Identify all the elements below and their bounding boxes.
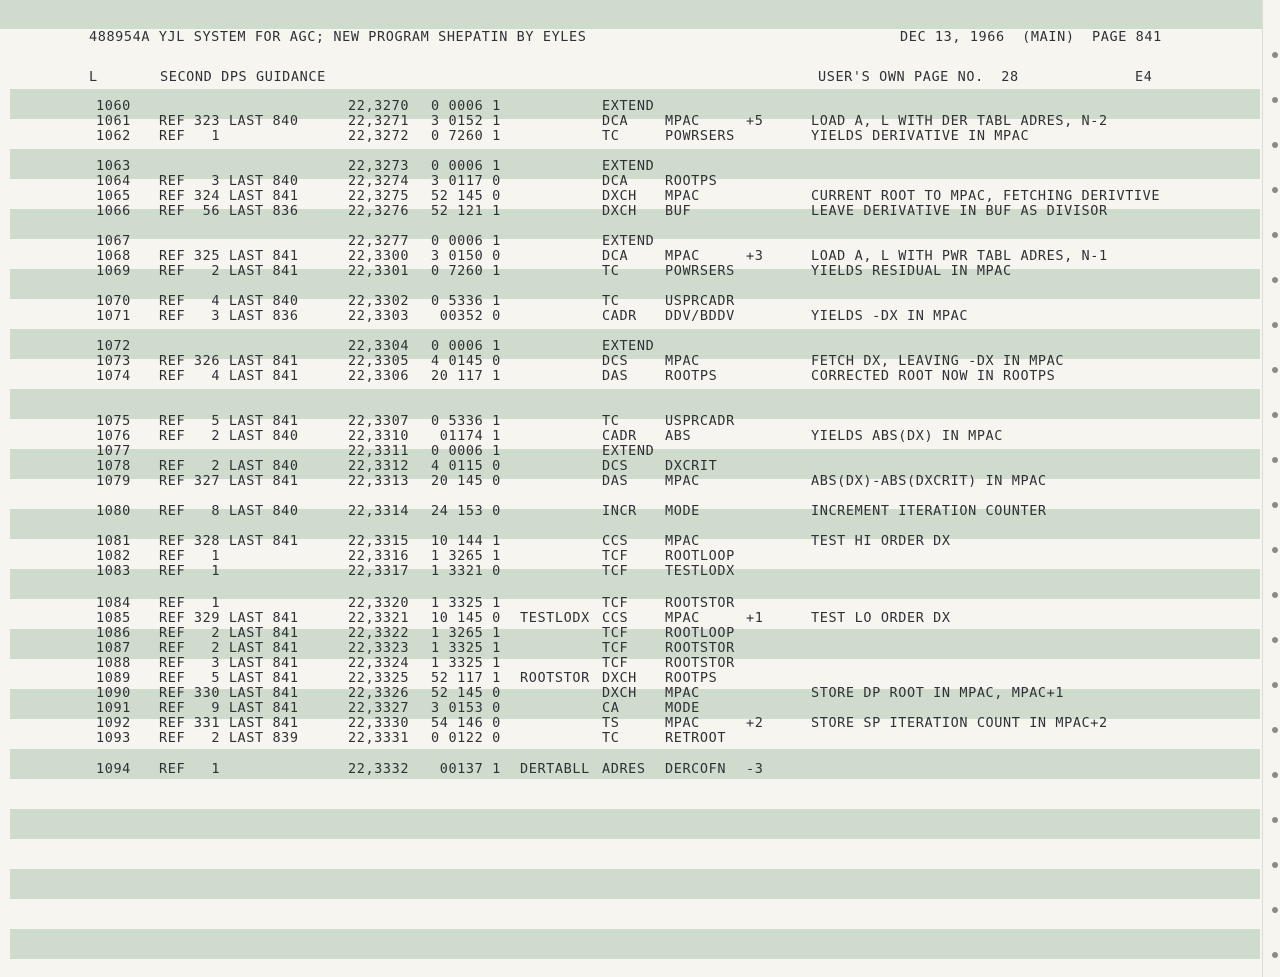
address-field: 22,3317 [348,563,410,579]
operand-field: ROOTSTOR [665,595,735,611]
opcode-field: TCF [602,640,629,656]
modifier-field: -3 [746,761,764,777]
line-number: 1084 [96,595,131,611]
opcode-field: EXTEND [602,98,655,114]
tractor-feed-edge [1262,0,1263,977]
octal-word: 1 3321 0 [431,563,501,579]
opcode-field: TC [602,730,620,746]
operand-field: RETROOT [665,730,727,746]
green-bar-band [10,809,1260,839]
comment-field: LOAD A, L WITH PWR TABL ADRES, N-1 [811,248,1108,264]
opcode-field: DAS [602,473,629,489]
address-field: 22,3324 [348,655,410,671]
opcode-field: DXCH [602,685,637,701]
address-field: 22,3315 [348,533,410,549]
opcode-field: DXCH [602,670,637,686]
octal-word: 10 145 0 [431,610,501,626]
operand-field: ROOTSTOR [665,655,735,671]
operand-field: MPAC [665,248,700,264]
octal-word: 24 153 0 [431,503,501,519]
punch-hole [1272,142,1278,148]
punch-hole [1272,277,1278,283]
ref-field: REF 1 [159,595,221,611]
ref-field: REF 323 LAST 840 [159,113,299,129]
punch-hole [1272,817,1278,823]
address-field: 22,3302 [348,293,410,309]
octal-word: 54 146 0 [431,715,501,731]
comment-field: YIELDS DERIVATIVE IN MPAC [811,128,1030,144]
operand-field: MPAC [665,473,700,489]
octal-word: 1 3265 1 [431,625,501,641]
comment-field: YIELDS -DX IN MPAC [811,308,969,324]
line-number: 1088 [96,655,131,671]
operand-field: MODE [665,503,700,519]
opcode-field: TS [602,715,620,731]
address-field: 22,3321 [348,610,410,626]
operand-field: BUF [665,203,692,219]
operand-field: MPAC [665,188,700,204]
opcode-field: DCS [602,458,629,474]
ref-field: REF 325 LAST 841 [159,248,299,264]
operand-field: POWRSERS [665,263,735,279]
comment-field: FETCH DX, LEAVING -DX IN MPAC [811,353,1065,369]
punch-hole [1272,97,1278,103]
green-bar-band [10,869,1260,899]
line-number: 1072 [96,338,131,354]
address-field: 22,3304 [348,338,410,354]
comment-field: CURRENT ROOT TO MPAC, FETCHING DERIVTIVE [811,188,1161,204]
modifier-field: +1 [746,610,764,626]
line-number: 1081 [96,533,131,549]
ref-field: REF 8 LAST 840 [159,503,299,519]
comment-field: INCREMENT ITERATION COUNTER [811,503,1047,519]
comment-field: LOAD A, L WITH DER TABL ADRES, N-2 [811,113,1108,129]
octal-word: 0 0006 1 [431,233,501,249]
line-number: 1060 [96,98,131,114]
operand-field: TESTLODX [665,563,735,579]
opcode-field: TCF [602,625,629,641]
punch-hole [1272,907,1278,913]
modifier-field: +5 [746,113,764,129]
operand-field: ABS [665,428,692,444]
line-number: 1062 [96,128,131,144]
opcode-field: DCA [602,248,629,264]
octal-word: 4 0115 0 [431,458,501,474]
line-number: 1090 [96,685,131,701]
line-number: 1087 [96,640,131,656]
modifier-field: +3 [746,248,764,264]
ref-field: REF 1 [159,563,221,579]
ref-field: REF 4 LAST 841 [159,368,299,384]
line-number: 1092 [96,715,131,731]
line-number: 1094 [96,761,131,777]
ref-field: REF 5 LAST 841 [159,413,299,429]
opcode-field: ADRES [602,761,646,777]
opcode-field: EXTEND [602,338,655,354]
octal-word: 0 0006 1 [431,443,501,459]
comment-field: TEST HI ORDER DX [811,533,951,549]
ref-field: REF 1 [159,761,221,777]
opcode-field: EXTEND [602,233,655,249]
ref-field: REF 2 LAST 840 [159,458,299,474]
label-field: DERTABLL [520,761,590,777]
subheader-title: SECOND DPS GUIDANCE [160,69,326,85]
operand-field: DDV/BDDV [665,308,735,324]
line-number: 1074 [96,368,131,384]
operand-field: MPAC [665,685,700,701]
ref-field: REF 328 LAST 841 [159,533,299,549]
octal-word: 3 0152 1 [431,113,501,129]
octal-word: 20 117 1 [431,368,501,384]
line-number: 1091 [96,700,131,716]
octal-word: 0 0006 1 [431,338,501,354]
line-number: 1076 [96,428,131,444]
address-field: 22,3303 [348,308,410,324]
punch-hole [1272,322,1278,328]
address-field: 22,3310 [348,428,410,444]
ref-field: REF 56 LAST 836 [159,203,299,219]
octal-word: 10 144 1 [431,533,501,549]
octal-word: 52 117 1 [431,670,501,686]
address-field: 22,3305 [348,353,410,369]
address-field: 22,3307 [348,413,410,429]
address-field: 22,3301 [348,263,410,279]
address-field: 22,3274 [348,173,410,189]
header-date-page: DEC 13, 1966 (MAIN) PAGE 841 [900,29,1162,45]
line-number: 1089 [96,670,131,686]
comment-field: LEAVE DERIVATIVE IN BUF AS DIVISOR [811,203,1108,219]
ref-field: REF 4 LAST 840 [159,293,299,309]
comment-field: YIELDS ABS(DX) IN MPAC [811,428,1004,444]
comment-field: STORE DP ROOT IN MPAC, MPAC+1 [811,685,1065,701]
line-number: 1079 [96,473,131,489]
line-number: 1065 [96,188,131,204]
line-number: 1061 [96,113,131,129]
ref-field: REF 327 LAST 841 [159,473,299,489]
operand-field: MPAC [665,610,700,626]
punch-hole [1272,367,1278,373]
address-field: 22,3270 [348,98,410,114]
address-field: 22,3275 [348,188,410,204]
line-number: 1093 [96,730,131,746]
octal-word: 1 3325 1 [431,655,501,671]
ref-field: REF 2 LAST 840 [159,428,299,444]
ref-field: REF 324 LAST 841 [159,188,299,204]
operand-field: ROOTLOOP [665,548,735,564]
opcode-field: CA [602,700,620,716]
operand-field: MPAC [665,353,700,369]
line-number: 1068 [96,248,131,264]
address-field: 22,3332 [348,761,410,777]
punch-hole [1272,772,1278,778]
address-field: 22,3272 [348,128,410,144]
opcode-field: EXTEND [602,158,655,174]
ref-field: REF 9 LAST 841 [159,700,299,716]
address-field: 22,3312 [348,458,410,474]
punch-hole [1272,52,1278,58]
line-number: 1078 [96,458,131,474]
punch-hole [1272,862,1278,868]
subheader-flag: L [89,69,98,85]
punch-hole [1272,952,1278,958]
octal-word: 0 7260 1 [431,263,501,279]
punch-hole [1272,412,1278,418]
octal-word: 01174 1 [431,428,501,444]
ref-field: REF 5 LAST 841 [159,670,299,686]
punch-hole [1272,547,1278,553]
header-title: 488954A YJL SYSTEM FOR AGC; NEW PROGRAM SHEPATIN BY EYLES [89,29,587,45]
operand-field: MPAC [665,715,700,731]
octal-word: 0 5336 1 [431,293,501,309]
line-number: 1086 [96,625,131,641]
octal-word: 3 0153 0 [431,700,501,716]
opcode-field: TCF [602,655,629,671]
octal-word: 0 0006 1 [431,158,501,174]
opcode-field: DAS [602,368,629,384]
octal-word: 20 145 0 [431,473,501,489]
operand-field: USPRCADR [665,413,735,429]
ref-field: REF 330 LAST 841 [159,685,299,701]
address-field: 22,3316 [348,548,410,564]
line-number: 1082 [96,548,131,564]
line-number: 1064 [96,173,131,189]
octal-word: 1 3265 1 [431,548,501,564]
punch-hole [1272,592,1278,598]
octal-word: 0 0122 0 [431,730,501,746]
ref-field: REF 2 LAST 841 [159,640,299,656]
octal-word: 1 3325 1 [431,595,501,611]
ref-field: REF 3 LAST 836 [159,308,299,324]
octal-word: 00352 0 [431,308,501,324]
punch-hole [1272,727,1278,733]
green-bar-band [0,0,1262,29]
octal-word: 00137 1 [431,761,501,777]
operand-field: ROOTLOOP [665,625,735,641]
octal-word: 52 121 1 [431,203,501,219]
opcode-field: TCF [602,595,629,611]
comment-field: STORE SP ITERATION COUNT IN MPAC+2 [811,715,1108,731]
operand-field: DXCRIT [665,458,718,474]
ref-field: REF 329 LAST 841 [159,610,299,626]
ref-field: REF 3 LAST 841 [159,655,299,671]
address-field: 22,3311 [348,443,410,459]
opcode-field: TC [602,263,620,279]
octal-word: 0 0006 1 [431,98,501,114]
opcode-field: DCA [602,173,629,189]
ref-field: REF 2 LAST 841 [159,625,299,641]
punch-hole [1272,187,1278,193]
operand-field: DERCOFN [665,761,727,777]
opcode-field: CCS [602,610,629,626]
octal-word: 52 145 0 [431,188,501,204]
opcode-field: EXTEND [602,443,655,459]
octal-word: 4 0145 0 [431,353,501,369]
label-field: ROOTSTOR [520,670,590,686]
line-number: 1070 [96,293,131,309]
opcode-field: TCF [602,548,629,564]
address-field: 22,3330 [348,715,410,731]
operand-field: ROOTPS [665,670,718,686]
ref-field: REF 1 [159,548,221,564]
operand-field: ROOTPS [665,368,718,384]
modifier-field: +2 [746,715,764,731]
ref-field: REF 326 LAST 841 [159,353,299,369]
address-field: 22,3327 [348,700,410,716]
punch-hole [1272,457,1278,463]
address-field: 22,3326 [348,685,410,701]
operand-field: ROOTSTOR [665,640,735,656]
octal-word: 3 0117 0 [431,173,501,189]
opcode-field: TC [602,413,620,429]
line-number: 1085 [96,610,131,626]
operand-field: MPAC [665,113,700,129]
line-number: 1080 [96,503,131,519]
octal-word: 1 3325 1 [431,640,501,656]
ref-field: REF 331 LAST 841 [159,715,299,731]
ref-field: REF 2 LAST 841 [159,263,299,279]
address-field: 22,3320 [348,595,410,611]
green-bar-band [10,929,1260,959]
address-field: 22,3314 [348,503,410,519]
octal-word: 3 0150 0 [431,248,501,264]
opcode-field: INCR [602,503,637,519]
line-number: 1071 [96,308,131,324]
opcode-field: TC [602,128,620,144]
address-field: 22,3313 [348,473,410,489]
address-field: 22,3300 [348,248,410,264]
operand-field: MPAC [665,533,700,549]
address-field: 22,3277 [348,233,410,249]
ref-field: REF 3 LAST 840 [159,173,299,189]
address-field: 22,3323 [348,640,410,656]
comment-field: ABS(DX)-ABS(DXCRIT) IN MPAC [811,473,1047,489]
address-field: 22,3273 [348,158,410,174]
line-number: 1067 [96,233,131,249]
punch-hole [1272,682,1278,688]
opcode-field: DXCH [602,188,637,204]
line-number: 1083 [96,563,131,579]
line-number: 1069 [96,263,131,279]
line-number: 1063 [96,158,131,174]
opcode-field: CADR [602,308,637,324]
line-number: 1073 [96,353,131,369]
address-field: 22,3306 [348,368,410,384]
line-number: 1077 [96,443,131,459]
comment-field: TEST LO ORDER DX [811,610,951,626]
line-number: 1066 [96,203,131,219]
opcode-field: DCA [602,113,629,129]
opcode-field: TC [602,293,620,309]
octal-word: 52 145 0 [431,685,501,701]
punch-hole [1272,232,1278,238]
address-field: 22,3331 [348,730,410,746]
opcode-field: TCF [602,563,629,579]
line-number: 1075 [96,413,131,429]
octal-word: 0 5336 1 [431,413,501,429]
comment-field: YIELDS RESIDUAL IN MPAC [811,263,1012,279]
address-field: 22,3271 [348,113,410,129]
ref-field: REF 2 LAST 839 [159,730,299,746]
opcode-field: DCS [602,353,629,369]
operand-field: POWRSERS [665,128,735,144]
address-field: 22,3325 [348,670,410,686]
address-field: 22,3276 [348,203,410,219]
operand-field: MODE [665,700,700,716]
comment-field: CORRECTED ROOT NOW IN ROOTPS [811,368,1056,384]
octal-word: 0 7260 1 [431,128,501,144]
label-field: TESTLODX [520,610,590,626]
operand-field: USPRCADR [665,293,735,309]
punch-hole [1272,637,1278,643]
punch-hole [1272,502,1278,508]
address-field: 22,3322 [348,625,410,641]
opcode-field: CCS [602,533,629,549]
opcode-field: CADR [602,428,637,444]
opcode-field: DXCH [602,203,637,219]
ref-field: REF 1 [159,128,221,144]
subheader-page-label: USER'S OWN PAGE NO. 28 [818,69,1019,85]
operand-field: ROOTPS [665,173,718,189]
subheader-code: E4 [1135,69,1153,85]
